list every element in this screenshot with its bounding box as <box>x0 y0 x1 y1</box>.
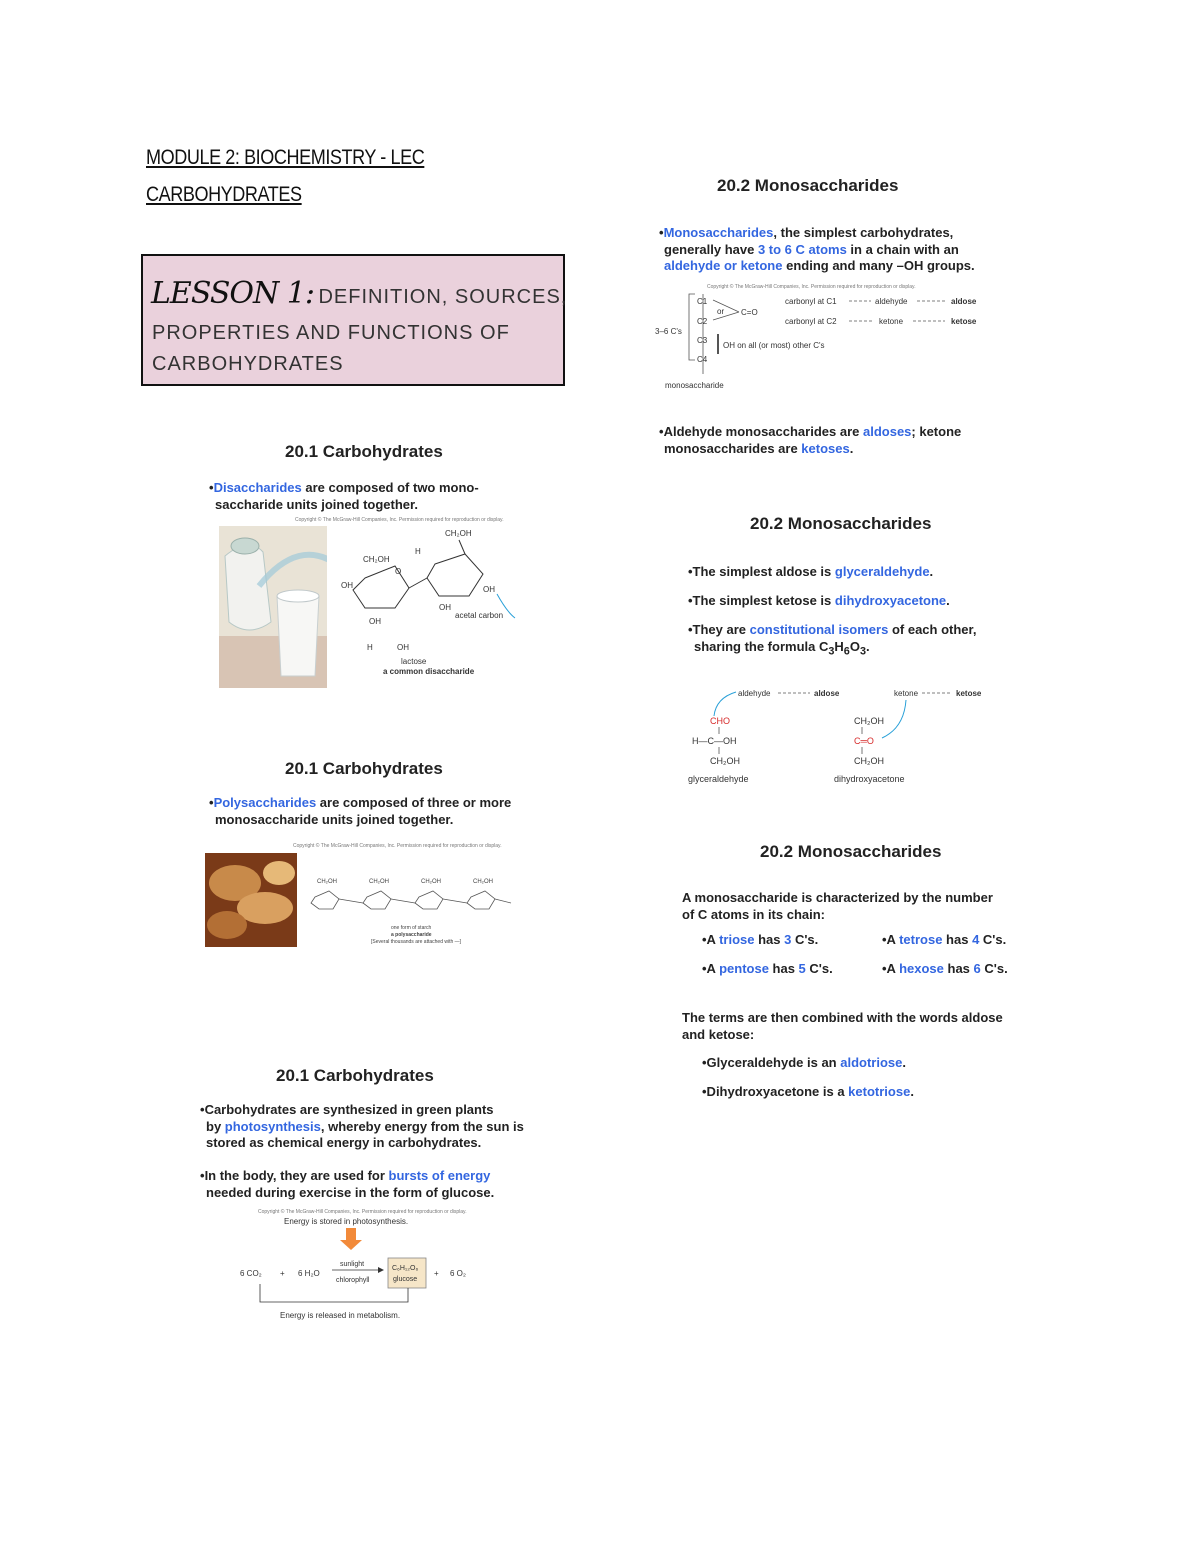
polysaccharide-structure <box>305 867 515 957</box>
common-disaccharide-label: a common disaccharide <box>383 667 475 676</box>
slide-title: 20.2 Monosaccharides <box>717 176 899 195</box>
ch2oh-label: CH₂OH <box>854 716 884 726</box>
ketotriose-item: •Dihydroxyacetone is a ketotriose. <box>702 1084 914 1099</box>
lesson-line-1: LESSON 1: DEFINITION, SOURCES, <box>151 276 568 311</box>
aldose-label: aldose <box>814 689 840 698</box>
glucose-formula: C₆H₁₂O₆ <box>392 1265 419 1272</box>
triose-item: •A triose has 3 C's. <box>702 932 819 947</box>
bullet: •Disaccharides are composed of two mono- saccharide units joined together. <box>209 480 479 512</box>
monosaccharide-diagram <box>655 290 995 396</box>
slide-classification <box>678 840 1048 1110</box>
glyceraldehyde-dihydroxyacetone-diagram <box>686 682 996 790</box>
c4-label: C4 <box>697 355 708 364</box>
bullet: •Polysaccharides are composed of three or more monosaccharide units joined together. <box>209 795 512 827</box>
slide-simplest-monosaccharides <box>680 512 1040 792</box>
tetrose-item: •A tetrose has 4 C's. <box>882 932 1007 947</box>
c-o-label: C═O <box>854 736 874 746</box>
h-label: H <box>367 643 373 652</box>
monosaccharide-label: monosaccharide <box>665 381 724 390</box>
oh-label: OH <box>483 585 495 594</box>
slide-monosaccharides-definition <box>655 172 1035 462</box>
ketone-label: ketone <box>879 317 904 326</box>
slide-title: 20.1 Carbohydrates <box>285 442 443 461</box>
module-title: MODULE 2: BIOCHEMISTRY - LEC <box>146 146 425 169</box>
note-label: [Several thousands are attached with —] <box>371 939 462 945</box>
bread-photo <box>205 853 297 947</box>
bullet-3: •They are constitutional isomers of each other, sharing the formula $C_3H_6O_3$. <box>688 622 977 658</box>
bullet-2: •The simplest ketose is dihydroxyacetone. <box>688 593 950 608</box>
or-label: or <box>717 307 725 316</box>
ch2oh-label: CH₂OH <box>473 879 493 885</box>
copyright: Copyright © The McGraw-Hill Companies, Inc. Permission required for reproduction or display. <box>707 284 916 290</box>
carbonyl-c2-label: carbonyl at C2 <box>785 317 837 326</box>
terms: The terms are then combined with the words aldose and ketose: <box>682 1010 1003 1042</box>
o-label: O <box>395 567 402 576</box>
released-label: Energy is released in metabolism. <box>280 1311 401 1320</box>
lesson-line-2: PROPERTIES AND FUNCTIONS OF <box>152 322 510 344</box>
chlorophyll-label: chlorophyll <box>336 1277 370 1284</box>
oh-label: OH <box>369 617 381 626</box>
plus-sign: + <box>434 1269 439 1278</box>
ch2oh-label: CH₂OH <box>445 529 472 538</box>
o2-label: 6 O₂ <box>450 1269 466 1278</box>
h2o-label: 6 H₂O <box>298 1269 320 1278</box>
aldehyde-label: aldehyde <box>738 689 771 698</box>
bullet-2: •Aldehyde monosaccharides are aldoses; ketone monosaccharides are ketoses. <box>659 424 962 456</box>
oh-all-label: OH on all (or most) other C's <box>723 341 825 350</box>
count-label: 3–6 C's <box>655 327 682 336</box>
poly-label: a polysaccharide <box>391 932 432 938</box>
intro: A monosaccharide is characterized by the number of C atoms in its chain: <box>682 890 993 922</box>
ch2oh-label: CH₂OH <box>317 879 337 885</box>
c3-label: C3 <box>697 336 708 345</box>
c2-label: C2 <box>697 317 708 326</box>
lactose-label: lactose <box>401 657 427 666</box>
slide-title: 20.2 Monosaccharides <box>760 842 942 861</box>
lesson-line-3: CARBOHYDRATES <box>152 353 344 375</box>
photosynthesis-diagram <box>236 1214 496 1324</box>
glucose-label: glucose <box>393 1276 418 1283</box>
pentose-item: •A pentose has 5 C's. <box>702 961 833 976</box>
carbonyl-c1-label: carbonyl at C1 <box>785 297 837 306</box>
oh-label: OH <box>439 603 451 612</box>
slide-title: 20.2 Monosaccharides <box>750 514 932 533</box>
hexose-item: •A hexose has 6 C's. <box>882 961 1008 976</box>
repeat-label: one form of starch <box>391 925 432 931</box>
slide-disaccharides <box>205 440 535 710</box>
copyright: Copyright © The McGraw-Hill Companies, Inc. Permission required for reproduction or display. <box>295 517 504 523</box>
ketose-label: ketose <box>956 689 982 698</box>
copyright: Copyright © The McGraw-Hill Companies, Inc. Permission required for reproduction or display. <box>258 1209 467 1215</box>
c1-label: C1 <box>697 297 708 306</box>
lactose-structure <box>335 526 525 696</box>
aldotriose-item: •Glyceraldehyde is an aldotriose. <box>702 1055 906 1070</box>
bullet-1: •Monosaccharides, the simplest carbohydrates, generally have 3 to 6 C atoms in a chain with an aldehyde or ketone ending and many –OH groups. <box>659 225 975 273</box>
ch2oh-label: CH₂OH <box>710 756 740 766</box>
ch2oh-label: CH₂OH <box>363 555 390 564</box>
glyceraldehyde-label: glyceraldehyde <box>688 774 749 784</box>
oh-label: OH <box>341 581 353 590</box>
plus-sign: + <box>280 1269 285 1278</box>
cho-label: CHO <box>710 716 730 726</box>
lesson-word: LESSON 1 <box>151 276 305 311</box>
bullet-1: •The simplest aldose is glyceraldehyde. <box>688 564 934 579</box>
slide-polysaccharides <box>205 755 535 965</box>
slide-title: 20.1 Carbohydrates <box>276 1066 434 1085</box>
slide-photosynthesis <box>196 1062 546 1332</box>
h-label: H <box>415 547 421 556</box>
co-label: C=O <box>741 308 758 317</box>
ch2oh-label: CH₂OH <box>421 879 441 885</box>
milk-photo <box>219 526 327 688</box>
acetal-label: acetal carbon <box>455 611 504 620</box>
co2-label: 6 CO₂ <box>240 1269 262 1278</box>
oh-label: OH <box>397 643 409 652</box>
lesson-box <box>141 254 568 386</box>
sunlight-label: sunlight <box>340 1261 365 1268</box>
slide-title: 20.1 Carbohydrates <box>285 759 443 778</box>
stored-label: Energy is stored in photosynthesis. <box>284 1217 409 1226</box>
dihydroxyacetone-label: dihydroxyacetone <box>834 774 905 784</box>
ch2oh-label: CH₂OH <box>369 879 389 885</box>
bullet-2: •In the body, they are used for bursts of energy needed during exercise in the form of glucose. <box>200 1168 495 1200</box>
aldehyde-label: aldehyde <box>875 297 908 306</box>
ketose-label: ketose <box>951 317 977 326</box>
copyright: Copyright © The McGraw-Hill Companies, Inc. Permission required for reproduction or display. <box>293 843 502 849</box>
bullet-1: •Carbohydrates are synthesized in green plants by photosynthesis, whereby energy from the sun is stored as chemical energy in carbohydrates. <box>200 1102 524 1150</box>
h-c-oh-label: H—C—OH <box>692 736 737 746</box>
ch2oh-label: CH₂OH <box>854 756 884 766</box>
aldose-label: aldose <box>951 297 977 306</box>
ketone-label: ketone <box>894 689 919 698</box>
topic-title: CARBOHYDRATES <box>146 183 302 206</box>
